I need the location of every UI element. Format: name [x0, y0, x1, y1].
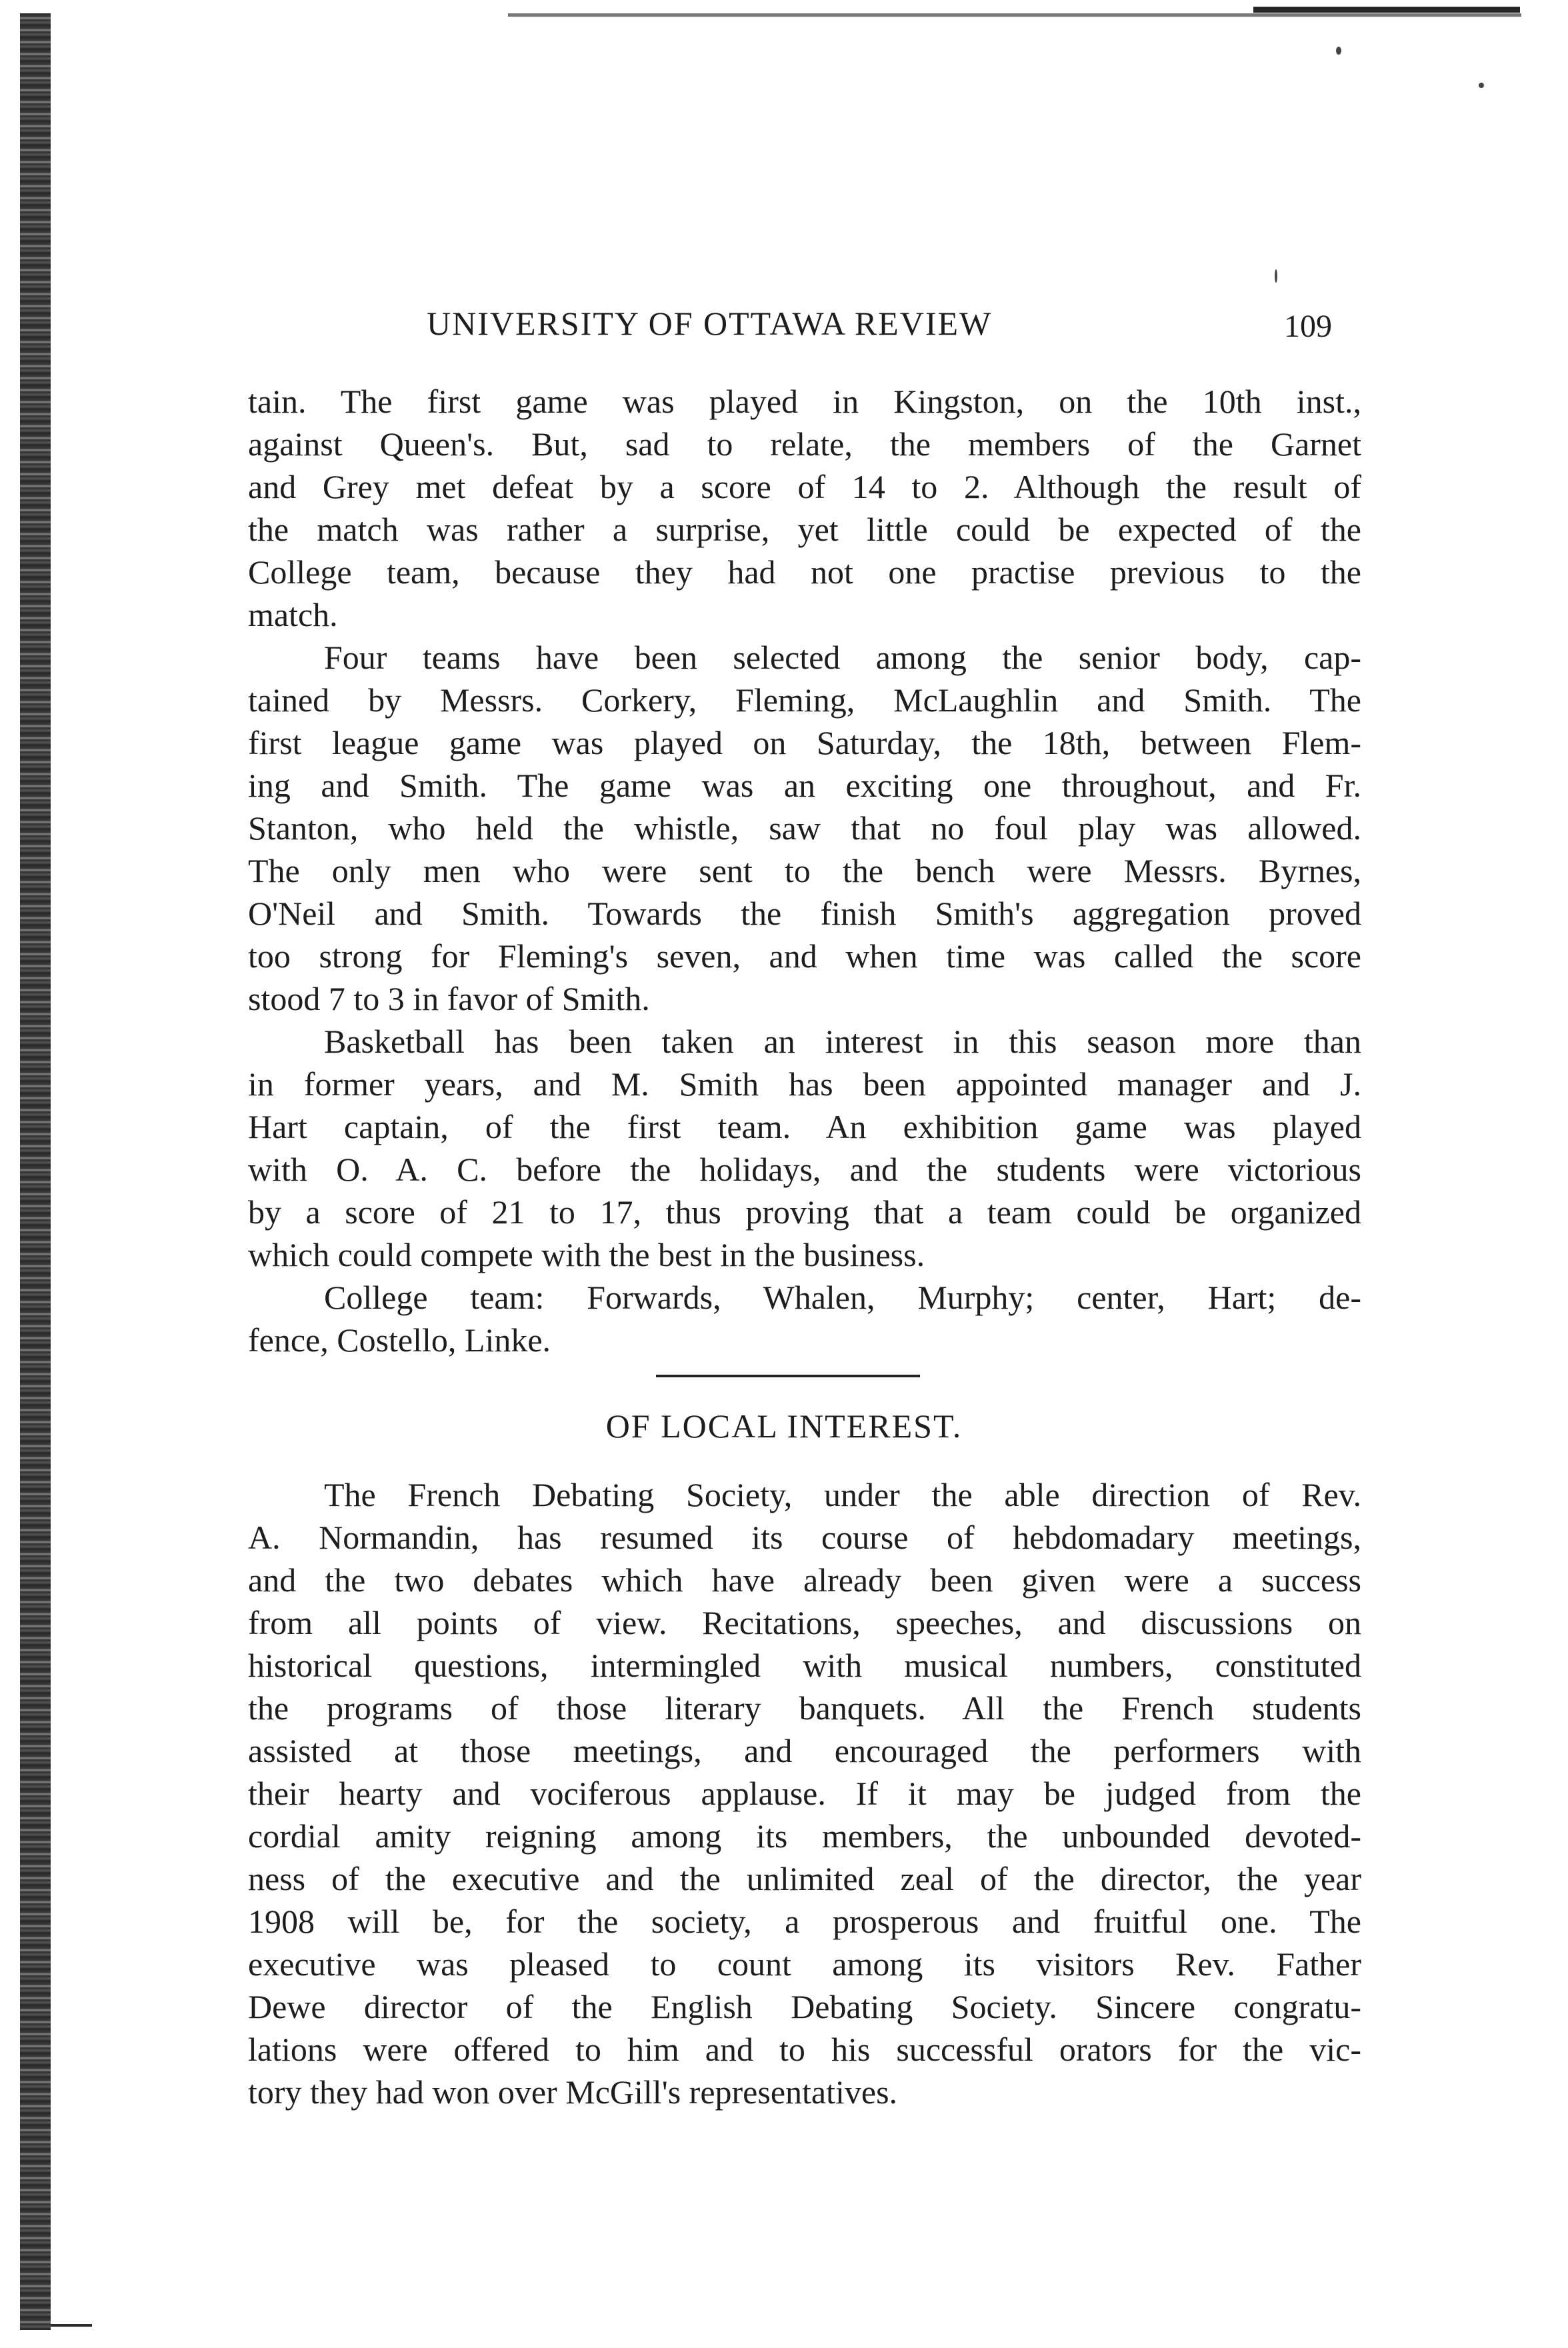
text-line: first league game was played on Saturday, the 18th, between Flem- — [248, 724, 1361, 761]
text-line: College team: Forwards, Whalen, Murphy; center, Hart; de- — [324, 1279, 1361, 1316]
text-line: which could compete with the best in the business. — [248, 1236, 925, 1273]
binding-edge-foot — [51, 2324, 92, 2327]
scan-edge-bar — [1253, 7, 1520, 13]
text-line: stood 7 to 3 in favor of Smith. — [248, 980, 650, 1017]
text-line: the programs of those literary banquets. All the French students — [248, 1689, 1361, 1727]
text-line: fence, Costello, Linke. — [248, 1321, 551, 1359]
page-number: 109 — [1284, 309, 1332, 344]
section-divider — [656, 1375, 920, 1377]
local-interest-article — [248, 1473, 1361, 2113]
text-line: The only men who were sent to the bench were Messrs. Byrnes, — [248, 852, 1361, 889]
sports-article — [248, 380, 1361, 1361]
text-line: with O. A. C. before the holidays, and the students were victorious — [248, 1151, 1361, 1188]
running-head: UNIVERSITY OF OTTAWA REVIEW — [427, 305, 993, 342]
text-line: historical questions, intermingled with musical numbers, constituted — [248, 1647, 1361, 1684]
text-line: O'Neil and Smith. Towards the finish Smith's aggregation proved — [248, 895, 1361, 932]
text-line: A. Normandin, has resumed its course of hebdomadary meetings, — [248, 1519, 1361, 1556]
text-line: and the two debates which have already been given were a success — [248, 1561, 1361, 1599]
text-line: Hart captain, of the first team. An exhibition game was played — [248, 1108, 1361, 1145]
text-line: tained by Messrs. Corkery, Fleming, McLaughlin and Smith. The — [248, 681, 1361, 719]
text-line: Dewe director of the English Debating Society. Sincere congratu- — [248, 1988, 1361, 2025]
text-line: College team, because they had not one practise previous to the — [248, 553, 1361, 591]
text-line: assisted at those meetings, and encouraged the performers with — [248, 1732, 1361, 1769]
text-line: too strong for Fleming's seven, and when time was called the score — [248, 937, 1361, 975]
text-line: and Grey met defeat by a score of 14 to 2. Although the result of — [248, 468, 1361, 505]
text-line: cordial amity reigning among its members, the unbounded devoted- — [248, 1817, 1361, 1855]
text-line: Four teams have been selected among the senior body, cap- — [324, 639, 1361, 676]
text-line: ing and Smith. The game was an exciting one throughout, and Fr. — [248, 767, 1361, 804]
text-line: The French Debating Society, under the able direction of Rev. — [324, 1476, 1361, 1513]
text-line: against Queen's. But, sad to relate, the members of the Garnet — [248, 425, 1361, 463]
text-line: match. — [248, 596, 338, 633]
text-line: in former years, and M. Smith has been appointed manager and J. — [248, 1065, 1361, 1103]
scan-edge-line — [508, 13, 1521, 17]
text-line: their hearty and vociferous applause. If it may be judged from the — [248, 1775, 1361, 1812]
text-line: lations were offered to him and to his successful orators for the vic- — [248, 2031, 1361, 2068]
scan-speck — [1336, 47, 1341, 55]
text-line: Stanton, who held the whistle, saw that no foul play was allowed. — [248, 809, 1361, 847]
text-line: the match was rather a surprise, yet little could be expected of the — [248, 511, 1361, 548]
text-line: by a score of 21 to 17, thus proving that a team could be organized — [248, 1193, 1361, 1231]
section-heading: OF LOCAL INTEREST. — [605, 1407, 963, 1445]
text-line: tory they had won over McGill's representatives. — [248, 2073, 898, 2111]
text-line: executive was pleased to count among its visitors Rev. Father — [248, 1945, 1361, 1983]
text-line: from all points of view. Recitations, speeches, and discussions on — [248, 1604, 1361, 1641]
scan-speck — [1275, 269, 1277, 283]
text-line: ness of the executive and the unlimited zeal of the director, the year — [248, 1860, 1361, 1897]
text-line: Basketball has been taken an interest in this season more than — [324, 1023, 1361, 1060]
scan-speck — [1479, 83, 1484, 88]
binding-edge — [20, 13, 51, 2330]
text-line: 1908 will be, for the society, a prosperous and fruitful one. The — [248, 1903, 1361, 1940]
text-line: tain. The first game was played in Kingston, on the 10th inst., — [248, 383, 1361, 420]
